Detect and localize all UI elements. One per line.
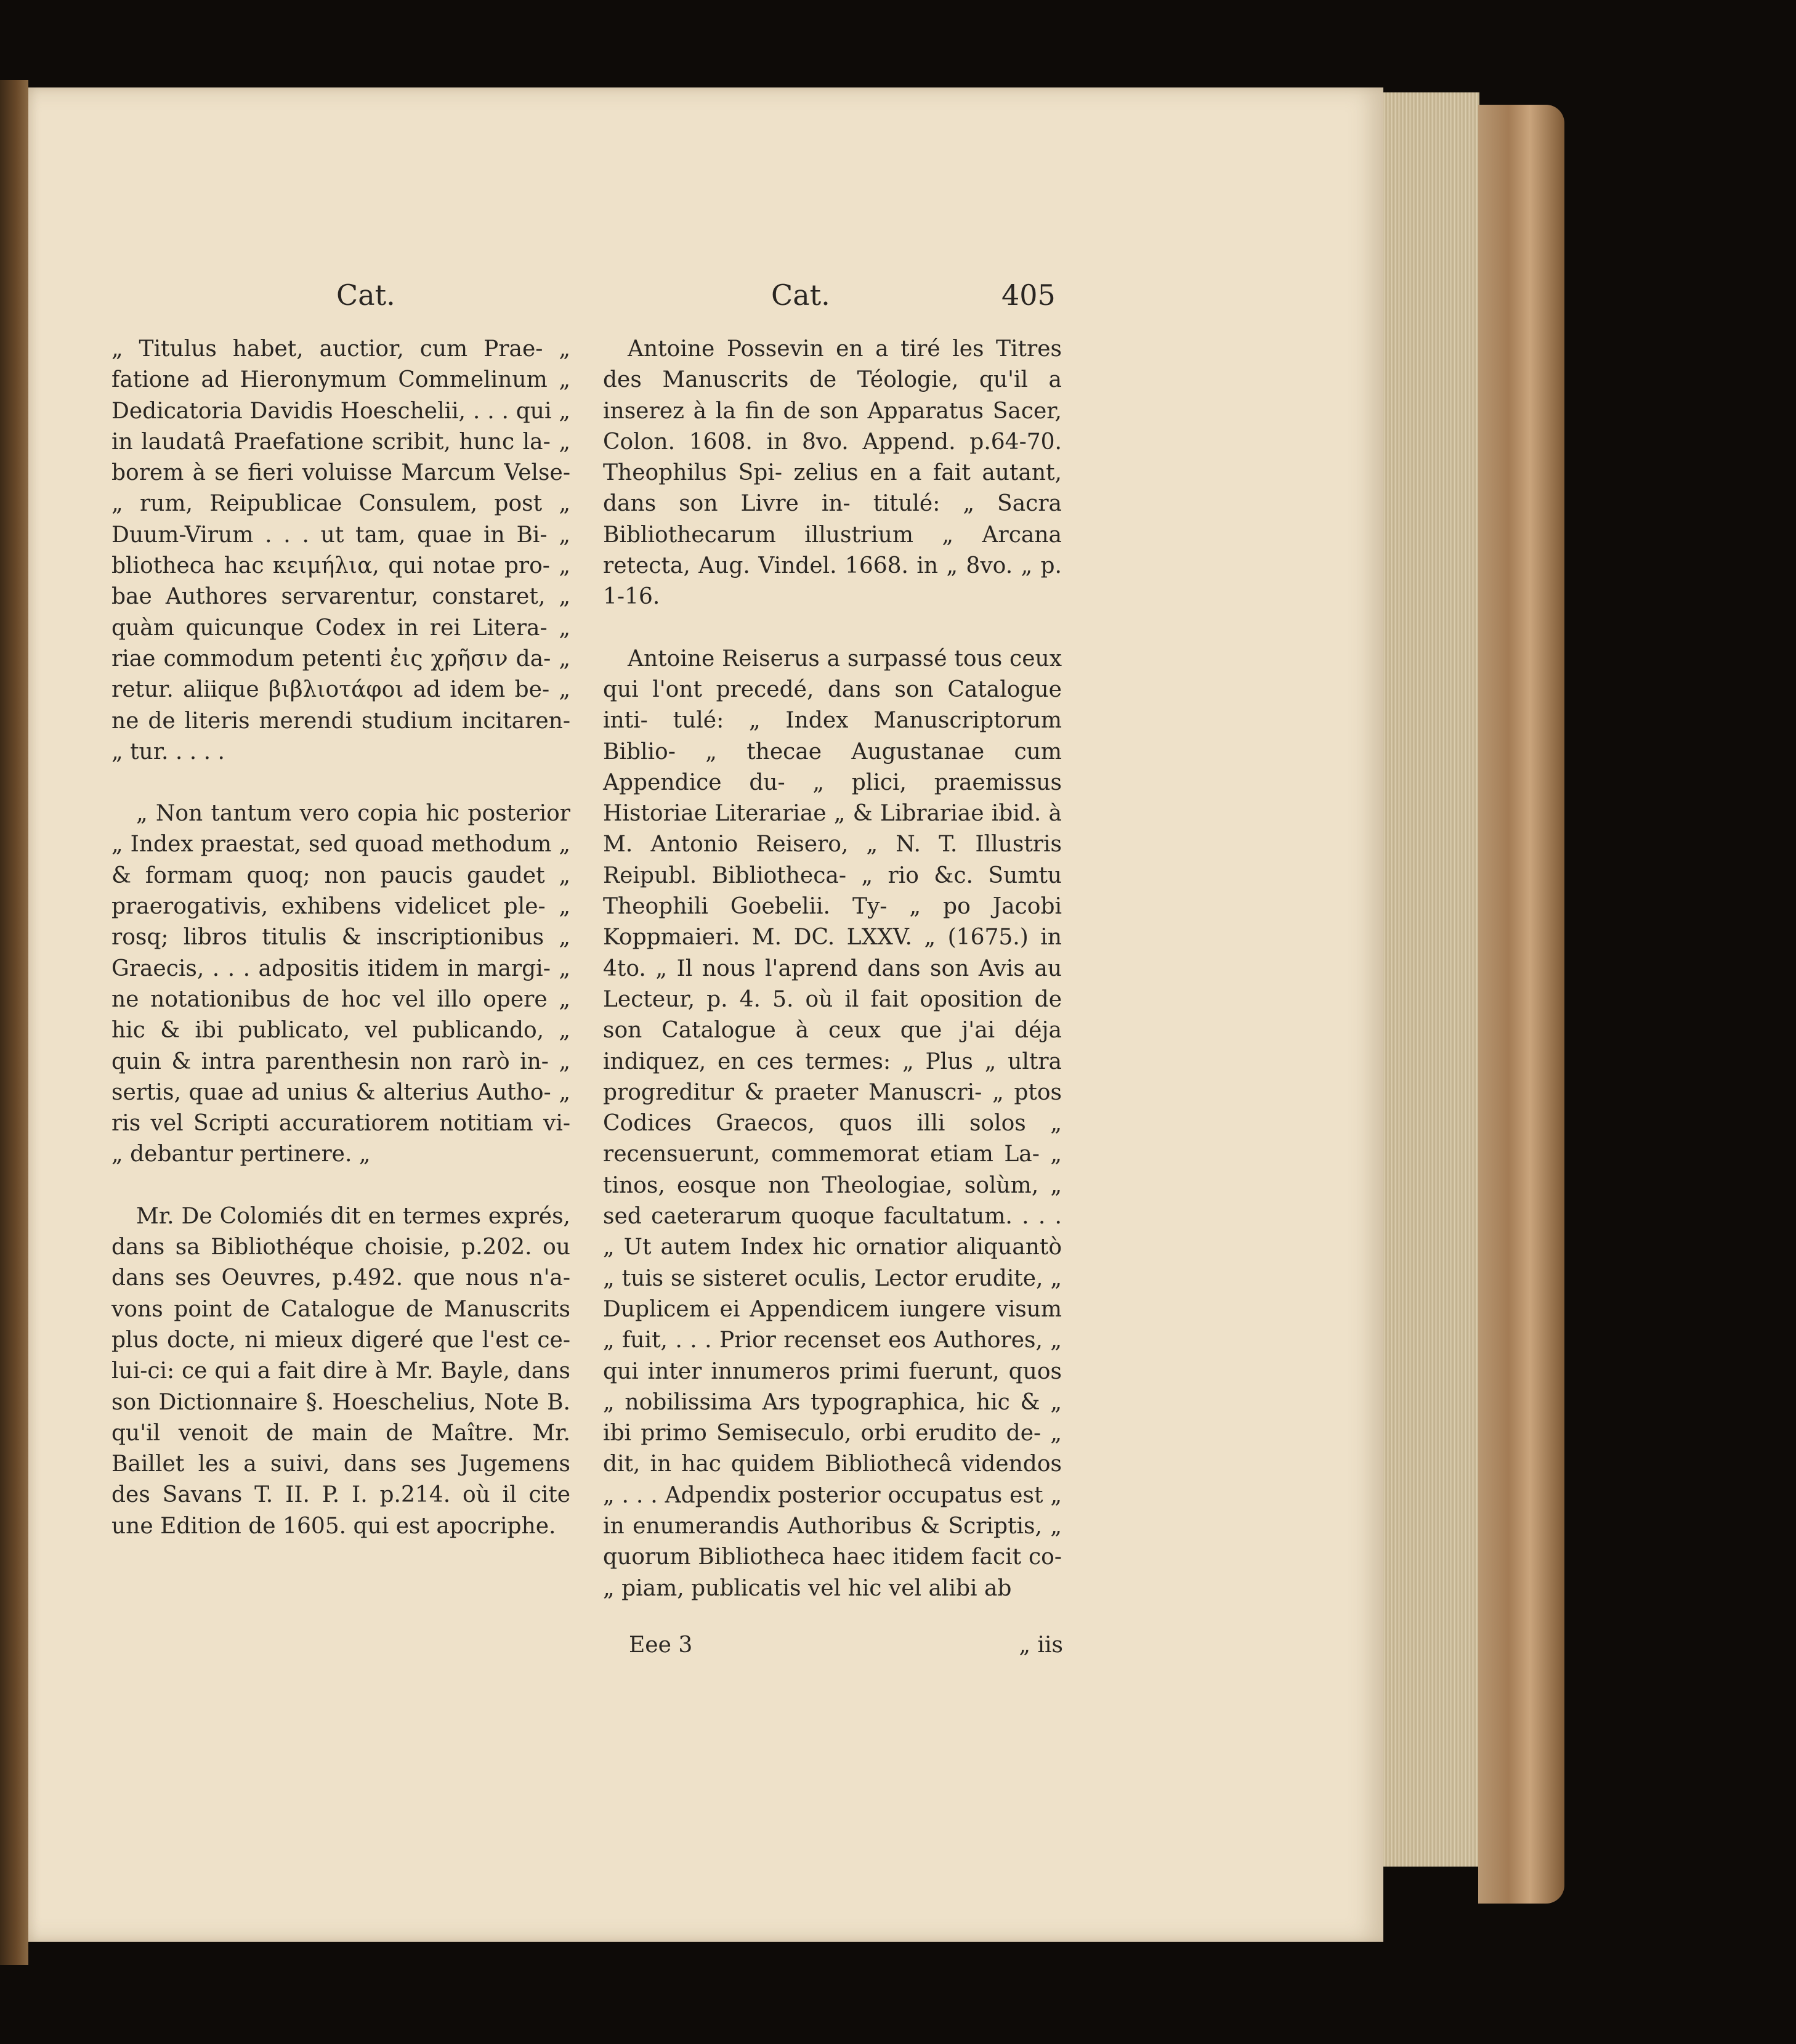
page-block-edges: [1380, 92, 1479, 1867]
colomies-paragraph: Mr. De Colomiés dit en termes exprés, dans sa Bibliothéque choisie, p.202. ou dans ses Oeuvres, p.492. que nous n'a- vons point de Catalogue de Manuscrits plus docte, ni mieux digeré que l'est ce- lui-ci: ce qui a fait dire à Mr. Bayle, dans son Dictionnaire §. Hoeschelius, Note B. qu'il venoit de main de Maître. Mr. Baillet les a suivi, dans ses Jugemens des Savans T. II. P. I. p.214. où il cite une Edition de 1605. qui est apocriphe.: [111, 1203, 570, 1539]
left-column: [111, 334, 570, 1573]
running-head-right: Cat.: [771, 278, 830, 312]
page-number: 405: [1001, 278, 1056, 312]
reiserus-paragraph: Antoine Reiserus a surpassé tous ceux qui l'ont precedé, dans son Catalogue inti- tulé: „ Index Manuscriptorum Biblio- „ thecae Augustanae cum Appendice du- „ plici, praemissus Historiae Literariae „ & Librariae ibid. à M. Antonio Reisero, „ N. T. Illustris Reipubl. Bibliotheca- „ rio &c. Sumtu Theophili Goebelii. Ty- „ po Jacobi Koppmaieri. M. DC. LXXV. „ (1675.) in 4to. „ Il nous l'aprend dans son Avis au Lecteur, p. 4. 5. où il fait oposition de son Catalogue à ceux que j'ai déja indiquez, en ces termes: „ Plus „ ultra progreditur & praeter Manuscri- „ ptos Codices Graecos, quos illi solos „ recensuerunt, commemorat etiam La- „ tinos, eosque non Theologiae, solùm, „ sed caeterarum quoque facultatum. . . . „ Ut autem Index hic ornatior aliquantò „ tuis se sisteret oculis, Lector erudite, „ Duplicem ei Appendicem iungere visum „ fuit, . . . Prior recenset eos Authores, „ qui inter innumeros primi fuerunt, quos „ nobilissima Ars typographica, hic & „ ibi primo Semiseculo, orbi erudito de- „ dit, in hac quidem Bibliothecâ videndos „ . . . Adpendix posterior occupatus est „ in enumerandis Authoribus & Scriptis, „ quorum Bibliotheca haec itidem facit co- „ piam, publicatis vel hic vel alibi ab: [603, 646, 1062, 1601]
catchword: „ iis: [1019, 1632, 1063, 1658]
quotation-paragraph-1: „ Titulus habet, auctior, cum Prae- „ fatione ad Hieronymum Commelinum „ Dedicatoria Davidis Hoeschelii, . . . qui „ in laudatâ Praefatione scribit, hunc la- „ borem à se fieri voluisse Marcum Velse- „ rum, Reipublicae Consulem, post „ Duum-Virum . . . ut tam, quae in Bi- „ bliotheca hac κειμήλια, qui notae pro- „ bae Authores servarentur, constaret, „ quàm quicunque Codex in rei Litera- „ riae commodum petenti ἐις χρῆσιν da- „ retur. aliique βιβλιοτάφοι ad idem be- „ ne de literis merendi studium incitaren- „ tur. . . . .: [111, 336, 570, 764]
book-page: [28, 87, 1383, 1942]
right-column: [603, 334, 1062, 1635]
signature-mark: Eee 3: [629, 1632, 693, 1658]
possevin-paragraph: Antoine Possevin en a tiré les Titres des Manuscrits de Téologie, qu'il a inserez à la fin de son Apparatus Sacer, Colon. 1608. in 8vo. Append. p.64-70. Theophilus Spi- zelius en a fait autant, dans son Livre in- titulé: „ Sacra Bibliothecarum illustrium „ Arcana retecta, Aug. Vindel. 1668. in „ 8vo. „ p. 1-16.: [603, 336, 1062, 610]
left-page-edge: [0, 80, 28, 1965]
running-head-left: Cat.: [336, 278, 395, 312]
quotation-paragraph-2: „ Non tantum vero copia hic posterior „ Index praestat, sed quoad methodum „ & formam quoq; non paucis gaudet „ praerogativis, exhibens videlicet ple- „ rosq; libros titulis & inscriptionibus „ Graecis, . . . adpositis itidem in margi- „ ne notationibus de hoc vel illo opere „ hic & ibi publicato, vel publicando, „ quin & intra parenthesin non rarò in- „ sertis, quae ad unius & alterius Autho- „ ris vel Scripti accuratiorem notitiam vi- „ debantur pertinere. „: [111, 801, 570, 1167]
leather-binding: [1478, 105, 1564, 1904]
